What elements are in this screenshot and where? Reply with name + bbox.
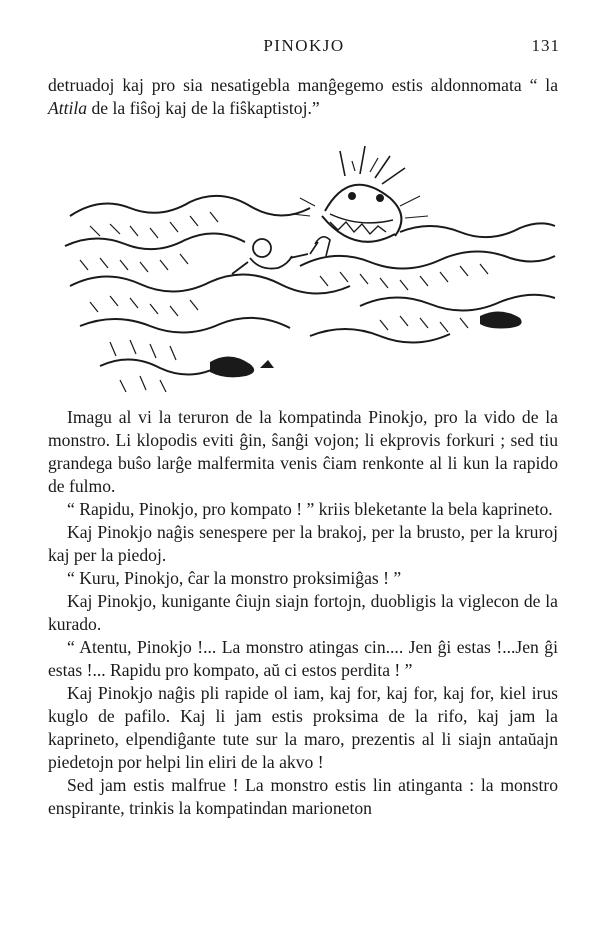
intro-text-after: de la fiŝoj kaj de la fiŝkaptistoj.” [87, 98, 320, 118]
paragraph-8: Sed jam estis malfrue ! La monstro estis lin atinganta : la monstro enspirante, trinkis la kompatindan marioneton [48, 775, 558, 818]
intro-emphasis: Attila [48, 98, 88, 118]
page-header [48, 36, 560, 56]
paragraph-5: Kaj Pinokjo, kunigante ĉiujn siajn fortojn, duobligis la viglecon de la kurado. [48, 591, 558, 634]
paragraph-3: Kaj Pinokjo naĝis senespere per la brakoj, per la brusto, per la kruroj kaj per la piedoj. [48, 522, 558, 565]
paragraph-7: Kaj Pinokjo naĝis pli rapide ol iam, kaj for, kaj for, kaj for, kiel irus kuglo de pafilo. Kaj li jam estis proksima de la rifo, kaj jam la kaprineto, elpendiĝante tute sur la maro, prezentis al li siajn antaŭajn piedetojn por helpi lin eliri de la akvo ! [48, 683, 558, 772]
paragraph-2: “ Rapidu, Pinokjo, pro kompato ! ” kriis bleketante la bela kaprineto. [67, 499, 553, 519]
body-text [48, 406, 558, 820]
page-number: 131 [531, 36, 560, 55]
rock-shapes [210, 311, 522, 377]
paragraph-4: “ Kuru, Pinokjo, ĉar la monstro proksimiĝas ! ” [67, 568, 402, 588]
paragraph-6: “ Atentu, Pinokjo !... La monstro atingas cin.... Jen ĝi estas !...Jen ĝi estas !... Rapidu pro kompato, aŭ ci estos perdita ! ” [48, 637, 558, 680]
shark-waves-drawing [60, 136, 560, 398]
swimmer-figure [232, 239, 308, 274]
intro-text-before: detruadoj kaj pro sia nesatigebla manĝegemo estis aldonnomata “ la [48, 75, 558, 95]
illustration-shark-waves [60, 136, 560, 398]
running-title: PINOKJO [263, 36, 345, 55]
sea-waves [65, 196, 555, 375]
paragraph-1: Imagu al vi la teruron de la kompatinda Pinokjo, pro la vido de la monstro. Li klopodis eviti ĝin, ŝanĝi vojon; li ekprovis forkuri ; sed tiu grandega buŝo larĝe malfermita venis ĉiam renkonte al li kun la rapido de fulmo. [48, 407, 558, 496]
shark-figure [292, 146, 428, 242]
intro-paragraph [48, 74, 558, 120]
goat-figure [310, 237, 330, 256]
